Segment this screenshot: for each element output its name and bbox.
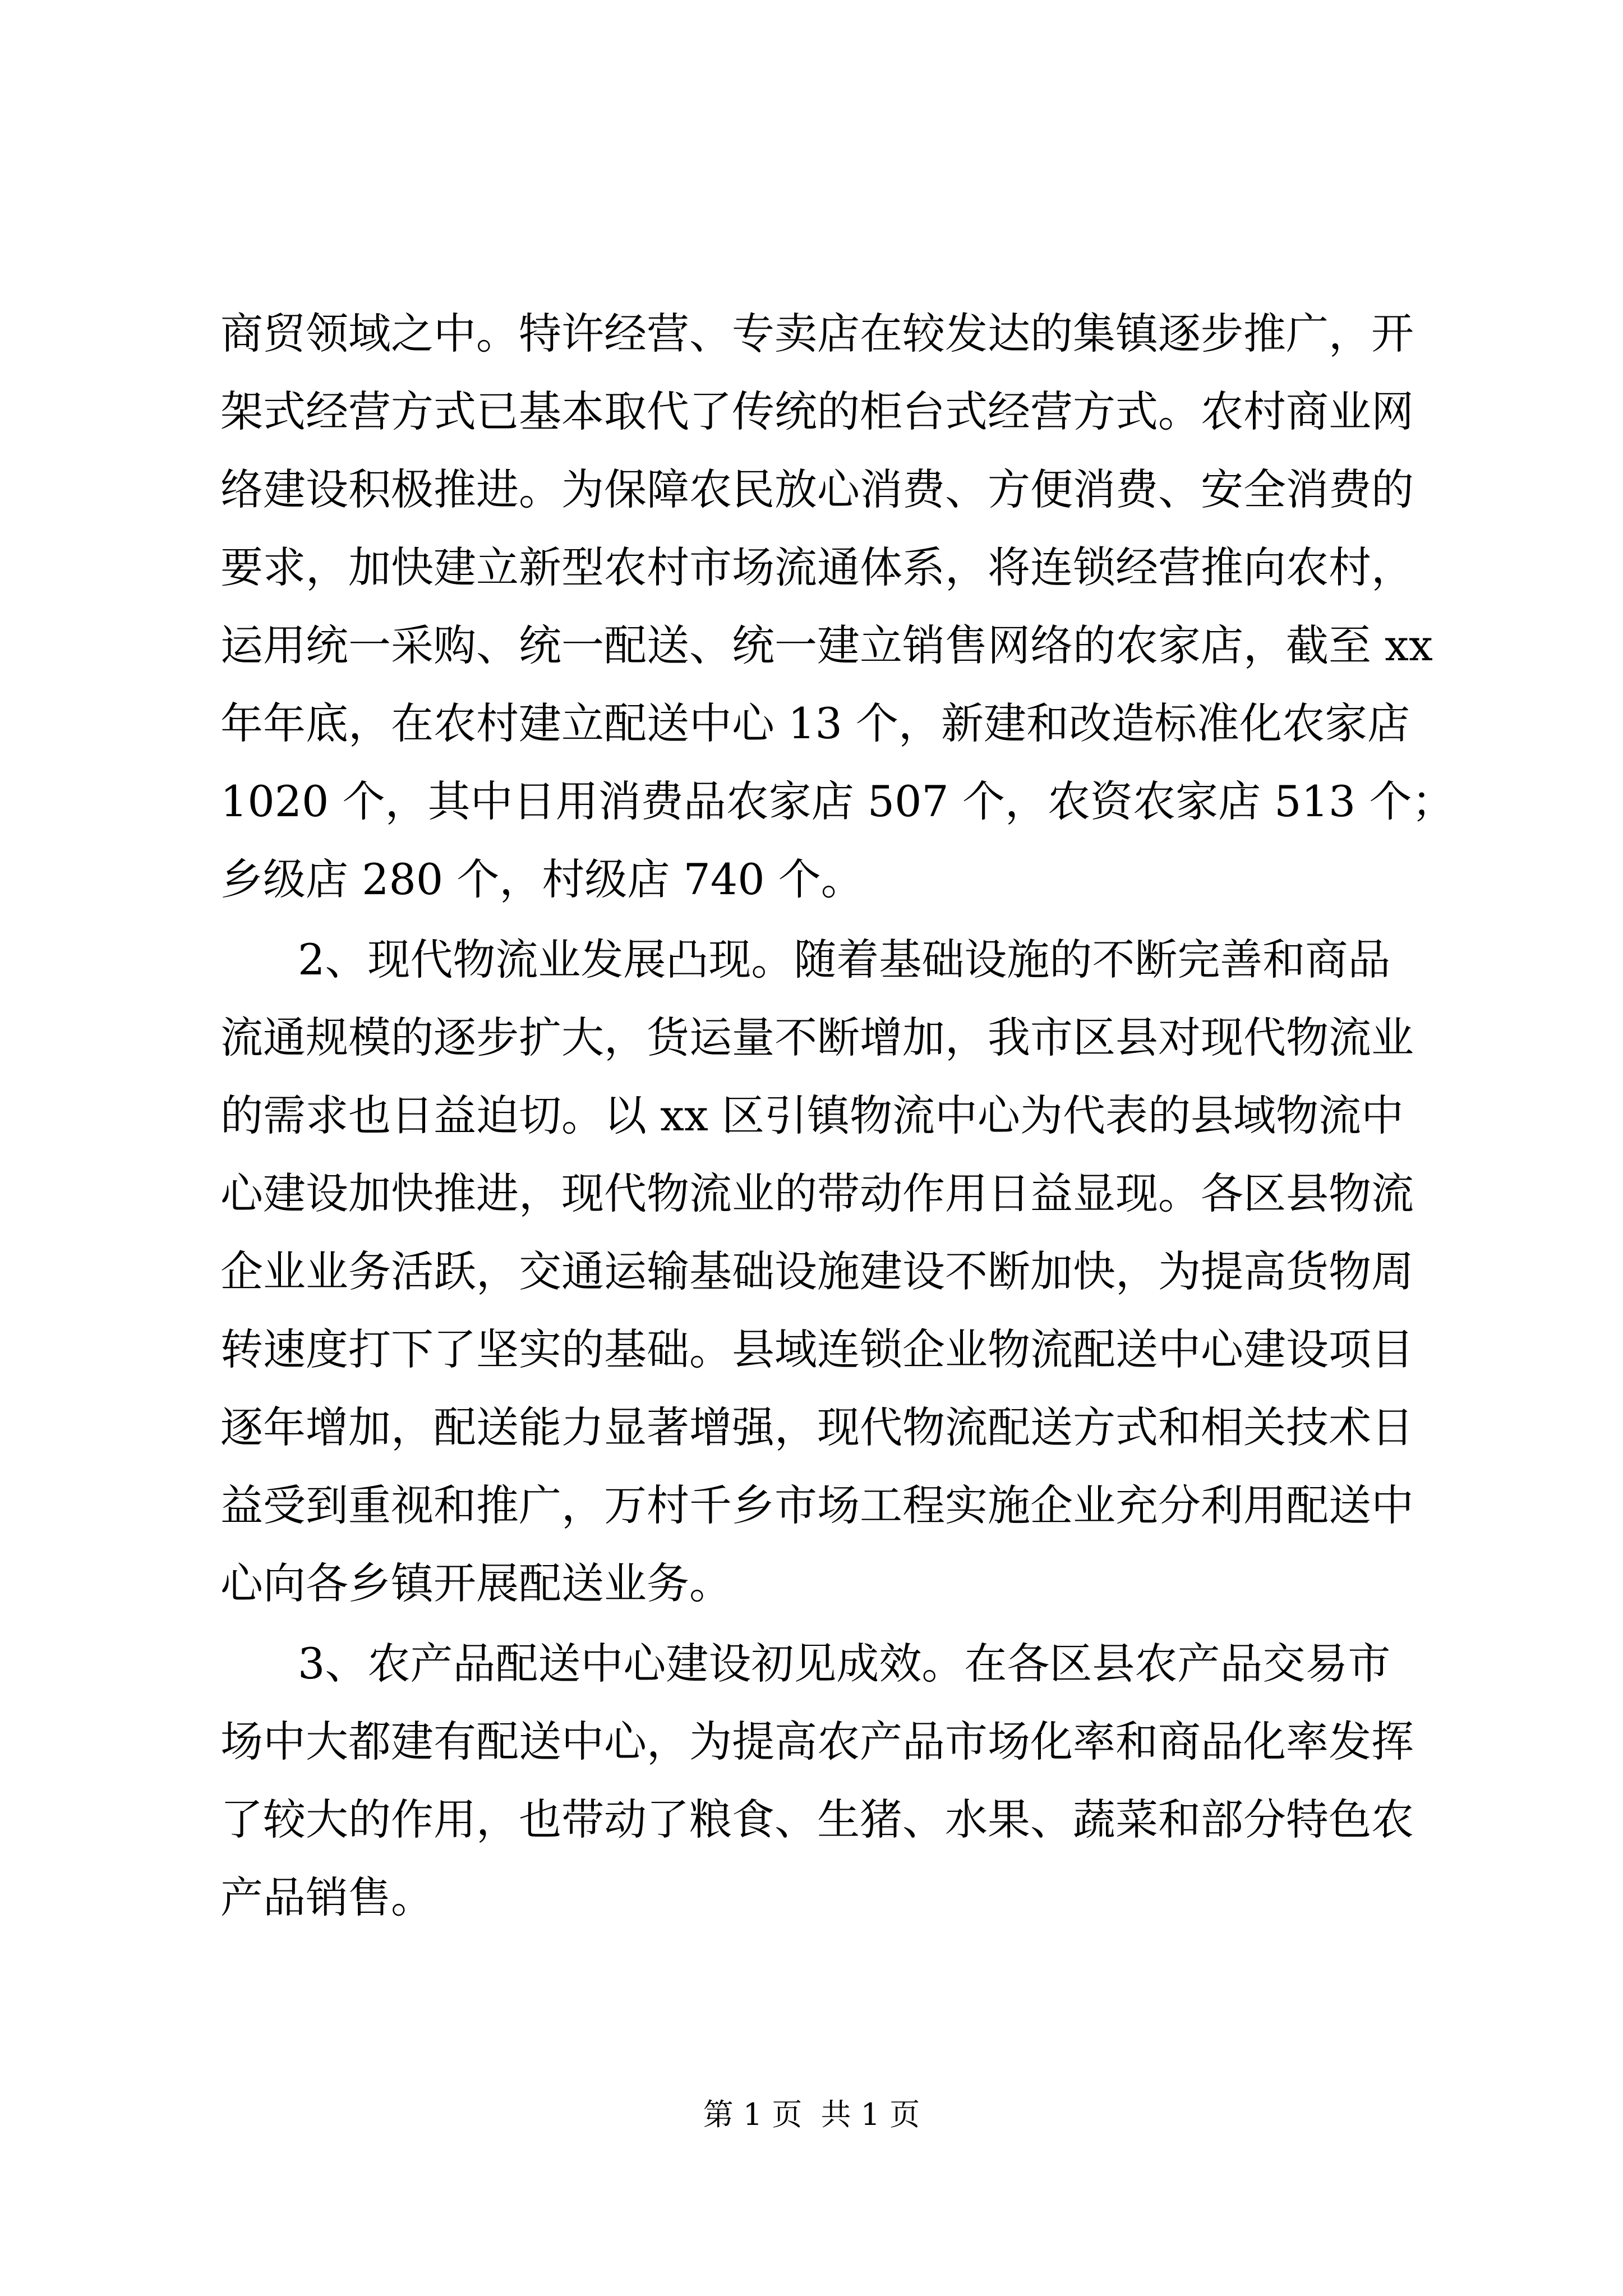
paragraph-2-line-9: 心向各乡镇开展配送业务。 [220, 1558, 732, 1608]
paragraph-2-line-8: 益受到重视和推广，万村千乡市场工程实施企业充分利用配送中 [220, 1480, 1414, 1530]
paragraph-1-line-3: 络建设积极推进。为保障农民放心消费、方便消费、安全消费的 [220, 464, 1414, 514]
paragraph-2-line-4: 心建设加快推进，现代物流业的带动作用日益显现。各区县物流 [220, 1168, 1414, 1218]
page-total: 共 1 页 [820, 2097, 920, 2132]
paragraph-2-line-1: 2、现代物流业发展凸现。随着基础设施的不断完善和商品 [298, 935, 1391, 984]
paragraph-2-line-5: 企业业务活跃，交通运输基础设施建设不断加快，为提高货物周 [220, 1246, 1414, 1296]
paragraph-2-line-3: 的需求也日益迫切。以 xx 区引镇物流中心为代表的县域物流中 [220, 1091, 1404, 1140]
paragraph-3-line-3: 了较大的作用，也带动了粮食、生猪、水果、蔬菜和部分特色农 [220, 1795, 1414, 1844]
paragraph-1-line-1: 商贸领域之中。特许经营、专卖店在较发达的集镇逐步推广，开 [220, 309, 1414, 358]
paragraph-3-line-4: 产品销售。 [220, 1872, 434, 1922]
page-footer [0, 2095, 1623, 2134]
paragraph-2-line-2: 流通规模的逐步扩大，货运量不断增加，我市区县对现代物流业 [220, 1013, 1414, 1062]
paragraph-2-line-6: 转速度打下了坚实的基础。县域连锁企业物流配送中心建设项目 [220, 1324, 1414, 1374]
paragraph-1-line-8: 乡级店 280 个，村级店 740 个。 [220, 854, 864, 904]
paragraph-3-line-2: 场中大都建有配送中心，为提高农产品市场化率和商品化率发挥 [220, 1717, 1414, 1766]
paragraph-1-line-7: 1020 个，其中日用消费品农家店 507 个，农资农家店 513 个； [220, 776, 1455, 826]
paragraph-3-line-1: 3、农产品配送中心建设初见成效。在各区县农产品交易市 [298, 1639, 1391, 1688]
page-number: 第 1 页 [703, 2097, 803, 2132]
paragraph-1-line-2: 架式经营方式已基本取代了传统的柜台式经营方式。农村商业网 [220, 386, 1414, 436]
paragraph-2-line-7: 逐年增加，配送能力显著增强，现代物流配送方式和相关技术日 [220, 1402, 1414, 1452]
paragraph-1-line-6: 年年底，在农村建立配送中心 13 个，新建和改造标准化农家店 [220, 698, 1410, 748]
paragraph-1-line-4: 要求，加快建立新型农村市场流通体系，将连锁经营推向农村， [220, 542, 1414, 592]
paragraph-1-line-5: 运用统一采购、统一配送、统一建立销售网络的农家店，截至 xx [220, 620, 1433, 670]
